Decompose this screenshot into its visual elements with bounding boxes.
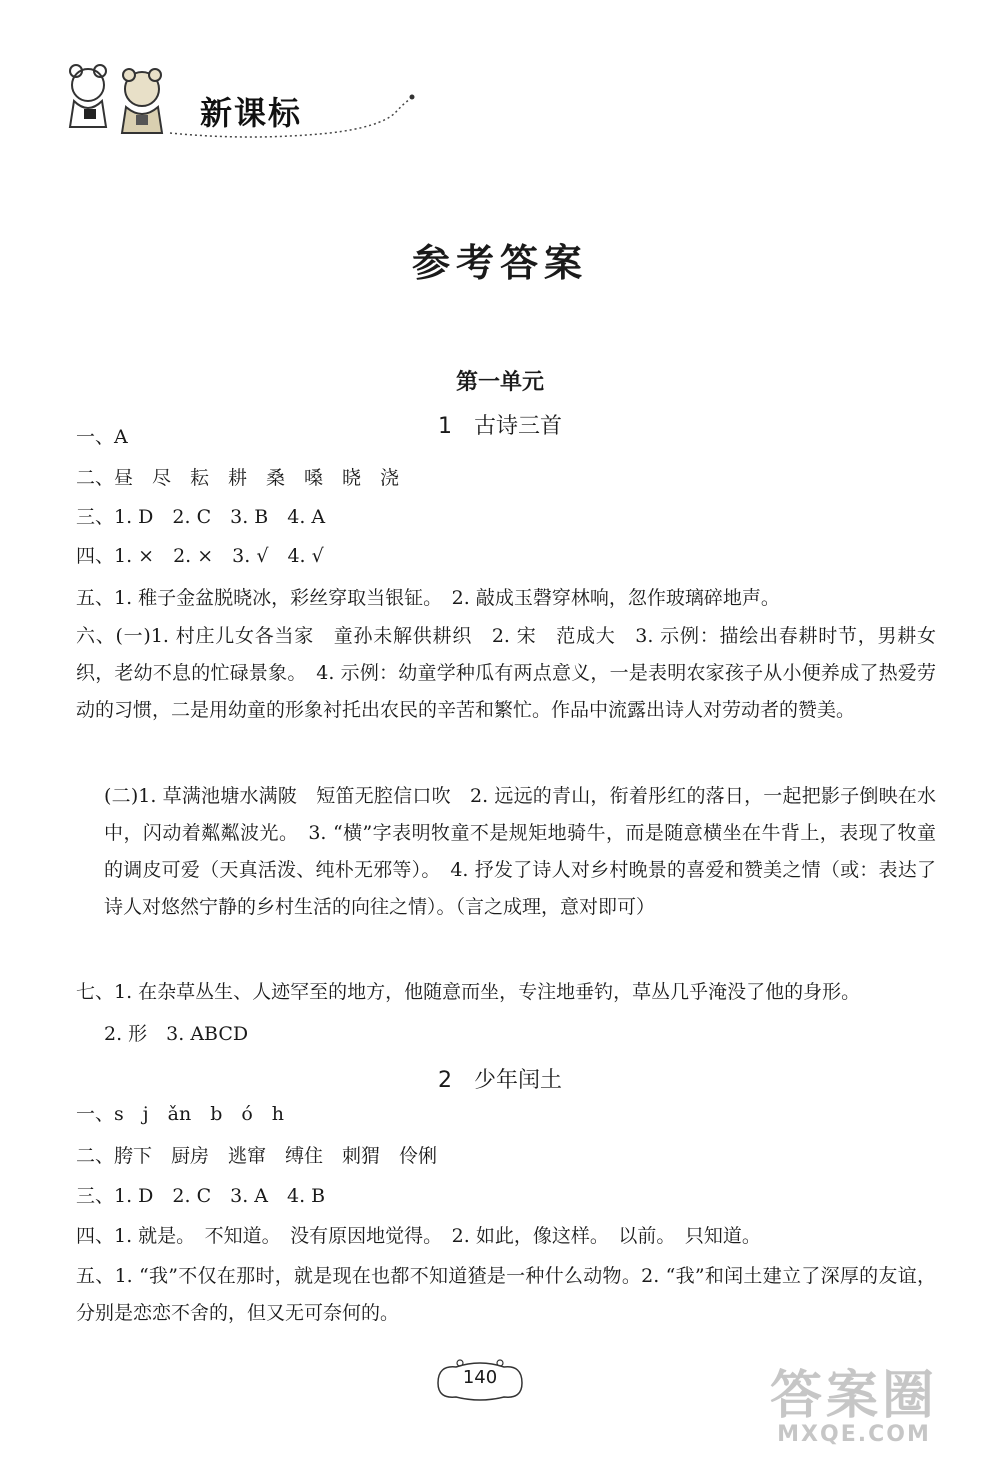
lesson-title: 1 古诗三首 [438,414,562,439]
answer-paragraph: 六、(一)1. 村庄儿女各当家 童孙未解供耕织 2. 宋 范成大 3. 示例：描绘出春耕时节，男耕女织，老幼不息的忙碌景象。 4. 示例：幼童学种瓜有两点意义，一是表明农家孩子从小便养成了热爱劳动的习惯，二是用幼童的形象衬托出农民的辛苦和繁忙。作品中流露出诗人对劳动者的赞美。 [76,625,936,721]
answer-line: 七、1. 在杂草丛生、人迹罕至的地方，他随意而坐，专注地垂钓，草丛几乎淹没了他的身形。 [76,981,861,1003]
answer-line: 二、胯下 厨房 逃窜 缚住 刺猬 伶俐 [76,1145,438,1167]
page-title: 参考答案 [411,241,588,285]
answer-line: 一、A [76,426,128,448]
answer-paragraph: (二)1. 草满池塘水满陂 短笛无腔信口吹 2. 远远的青山，衔着彤红的落日，一起把影子倒映在水中，闪动着粼粼波光。 3. “横”字表明牧童不是规矩地骑牛，而是随意横坐在牛背上，表现了牧童的调皮可爱（天真活泼、纯朴无邪等）。 4. 抒发了诗人对乡村晚景的喜爱和赞美之情（或：表达了诗人对悠然宁静的乡村生活的向往之情）。（言之成理，意对即可） [104,785,936,918]
answer-paragraph: 五、1. “我”不仅在那时，就是现在也都不知道猹是一种什么动物。2. “我”和闰土建立了深厚的友谊，分别是恋恋不舍的，但又无可奈何的。 [76,1265,936,1324]
answer-line: 三、1. D 2. C 3. A 4. B [76,1185,326,1207]
unit-heading: 第一单元 [455,370,544,395]
answer-line: 三、1. D 2. C 3. B 4. A [76,506,326,528]
answer-line: 二、昼 尽 耘 耕 桑 嗓 晓 浇 [76,467,400,489]
answer-line: 一、s j ǎn b ó h [76,1103,285,1125]
watermark-logo: 答案圈 [770,1366,939,1426]
watermark-url: MXQE.COM [777,1422,931,1447]
answer-line: 2. 形 3. ABCD [104,1023,249,1045]
answer-line: 五、1. 稚子金盆脱晓冰，彩丝穿取当银钲。 2. 敲成玉磬穿林响，忽作玻璃碎地声。 [76,587,780,609]
answer-line: 四、1. × 2. × 3. √ 4. √ [76,545,324,567]
watermark [770,1366,939,1447]
lesson-title: 2 少年闰土 [438,1068,562,1093]
brand-title: 新课标 [200,94,303,132]
page-number-text: 140 [462,1367,498,1388]
page-number [430,1355,530,1405]
answer-line: 四、1. 就是。 不知道。 没有原因地觉得。 2. 如此，像这样。 以前。 只知道。 [76,1225,761,1247]
